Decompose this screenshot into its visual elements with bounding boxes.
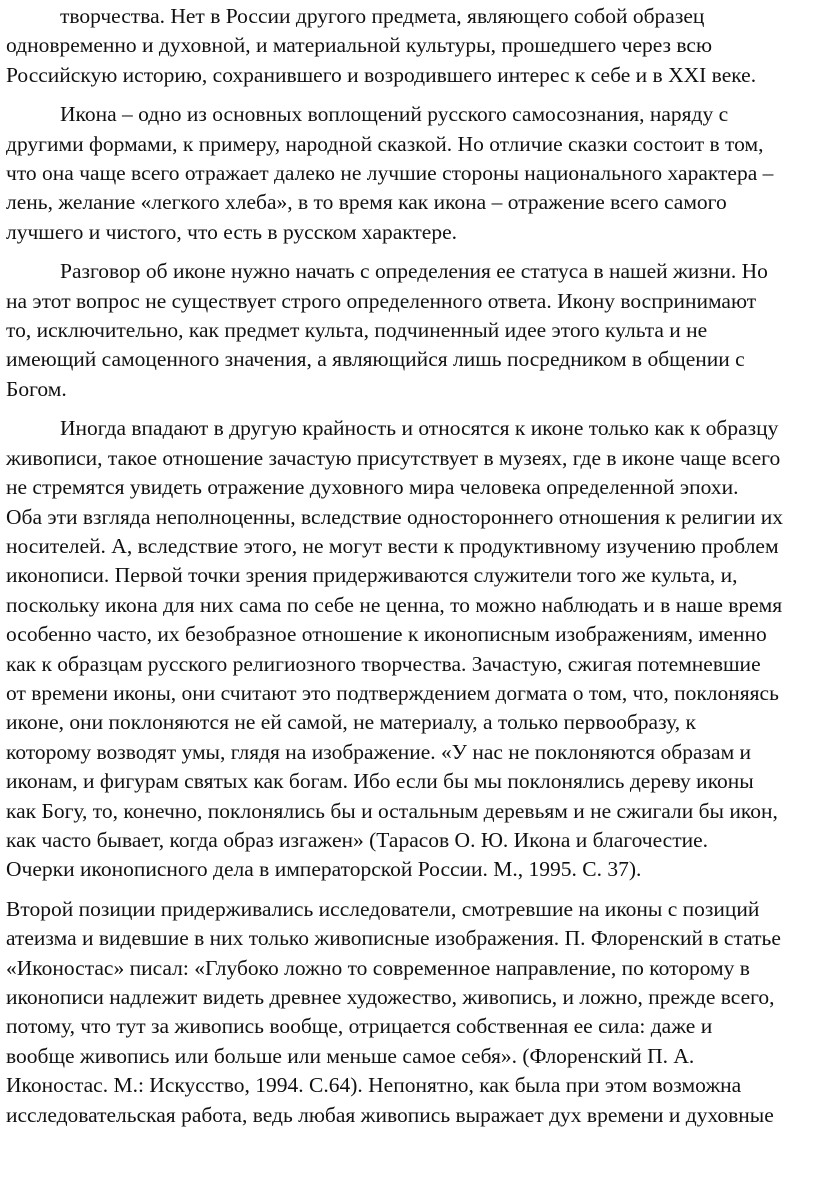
- text-line: иконописи надлежит видеть древнее художество, живопись, и ложно, прежде всего,: [6, 985, 775, 1009]
- text-line: иконам, и фигурам святых как богам. Ибо если бы мы поклонялись дереву иконы: [6, 769, 754, 794]
- text-line: живописи, такое отношение зачастую присутствует в музеях, где в иконе чаще всего: [6, 445, 781, 470]
- text-line: поскольку икона для них сама по себе не ценна, то можно наблюдать и в наше время: [6, 592, 783, 617]
- text-line: то, исключительно, как предмет культа, подчиненный идее этого культа и не: [6, 318, 708, 343]
- text-line: «Иконостас» писал: «Глубоко ложно то современное направление, по которому в: [6, 955, 750, 980]
- text-line: Иконостас. М.: Искусство, 1994. С.64). Непонятно, как была при этом возможна: [6, 1073, 742, 1098]
- text-line: как Богу, то, конечно, поклонялись бы и остальным деревьям и не сжигали бы икон,: [6, 798, 778, 823]
- paragraph-2: [6, 100, 810, 247]
- text-line: на этот вопрос не существует строго определенного ответа. Икону воспринимают: [6, 288, 757, 313]
- text-line: Второй позиции придерживались исследователи, смотревшие на иконы с позиций: [6, 896, 760, 921]
- paragraph-4: [6, 414, 810, 885]
- text-line: Иногда впадают в другую крайность и относятся к иконе только как к образцу: [60, 416, 779, 441]
- text-line: которому возводят умы, глядя на изображение. «У нас не поклоняются образам и: [6, 739, 752, 764]
- text-line: Очерки иконописного дела в императорской России. М., 1995. С. 37).: [6, 857, 642, 882]
- text-line: как к образцам русского религиозного творчества. Зачастую, сжигая потемневшие: [6, 651, 761, 676]
- text-line: особенно часто, их безобразное отношение к иконописным изображениям, именно: [6, 622, 767, 647]
- text-line: Российскую историю, сохранившего и возродившего интерес к себе и в XXI веке.: [6, 62, 757, 87]
- paragraph-3: [6, 257, 810, 404]
- text-line: потому, что тут за живопись вообще, отрицается собственная ее сила: даже и: [6, 1014, 713, 1039]
- text-line: Богом.: [6, 376, 67, 401]
- text-line: имеющий самоценного значения, а являющийся лишь посредником в общении с: [6, 347, 745, 372]
- text-line: Оба эти взгляда неполноценны, вследствие одностороннего отношения к религии их: [6, 504, 784, 529]
- text-line: не стремятся увидеть отражение духовного мира человека определенной эпохи.: [6, 475, 739, 500]
- text-line: одновременно и духовной, и материальной культуры, прошедшего через всю: [6, 33, 713, 58]
- text-line: творчества. Нет в России другого предмета, являющего собой образец: [60, 4, 705, 28]
- text-line: что она чаще всего отражает далеко не лучшие стороны национального характера –: [6, 161, 774, 186]
- text-line: исследовательская работа, ведь любая живопись выражает дух времени и духовные: [6, 1102, 774, 1127]
- text-line: лучшего и чистого, что есть в русском характере.: [6, 219, 458, 244]
- text-line: как часто бывает, когда образ изгажен» (Тарасов О. Ю. Икона и благочестие.: [6, 827, 709, 852]
- text-line: от времени иконы, они считают это подтверждением догмата о том, что, поклоняясь: [6, 680, 779, 705]
- text-line: носителей. А, вследствие этого, не могут вести к продуктивному изучению проблем: [6, 533, 779, 558]
- paragraph-1: [6, 2, 810, 90]
- paragraph-5: [6, 895, 810, 1130]
- text-line: иконе, они поклоняются не ей самой, не материалу, а только первообразу, к: [6, 710, 696, 735]
- text-line: лень, желание «легкого хлеба», в то время как икона – отражение всего самого: [6, 190, 727, 215]
- text-line: другими формами, к примеру, народной сказкой. Но отличие сказки состоит в том,: [6, 131, 764, 156]
- text-line: вообще живопись или больше или меньше самое себя». (Флоренский П. А.: [6, 1043, 695, 1068]
- text-line: атеизма и видевшие в них только живописные изображения. П. Флоренский в статье: [6, 926, 781, 951]
- text-line: иконописи. Первой точки зрения придерживаются служители того же культа, и,: [6, 563, 738, 588]
- text-line: Икона – одно из основных воплощений русского самосознания, наряду с: [60, 102, 729, 127]
- text-line: Разговор об иконе нужно начать с определения ее статуса в нашей жизни. Но: [60, 259, 768, 284]
